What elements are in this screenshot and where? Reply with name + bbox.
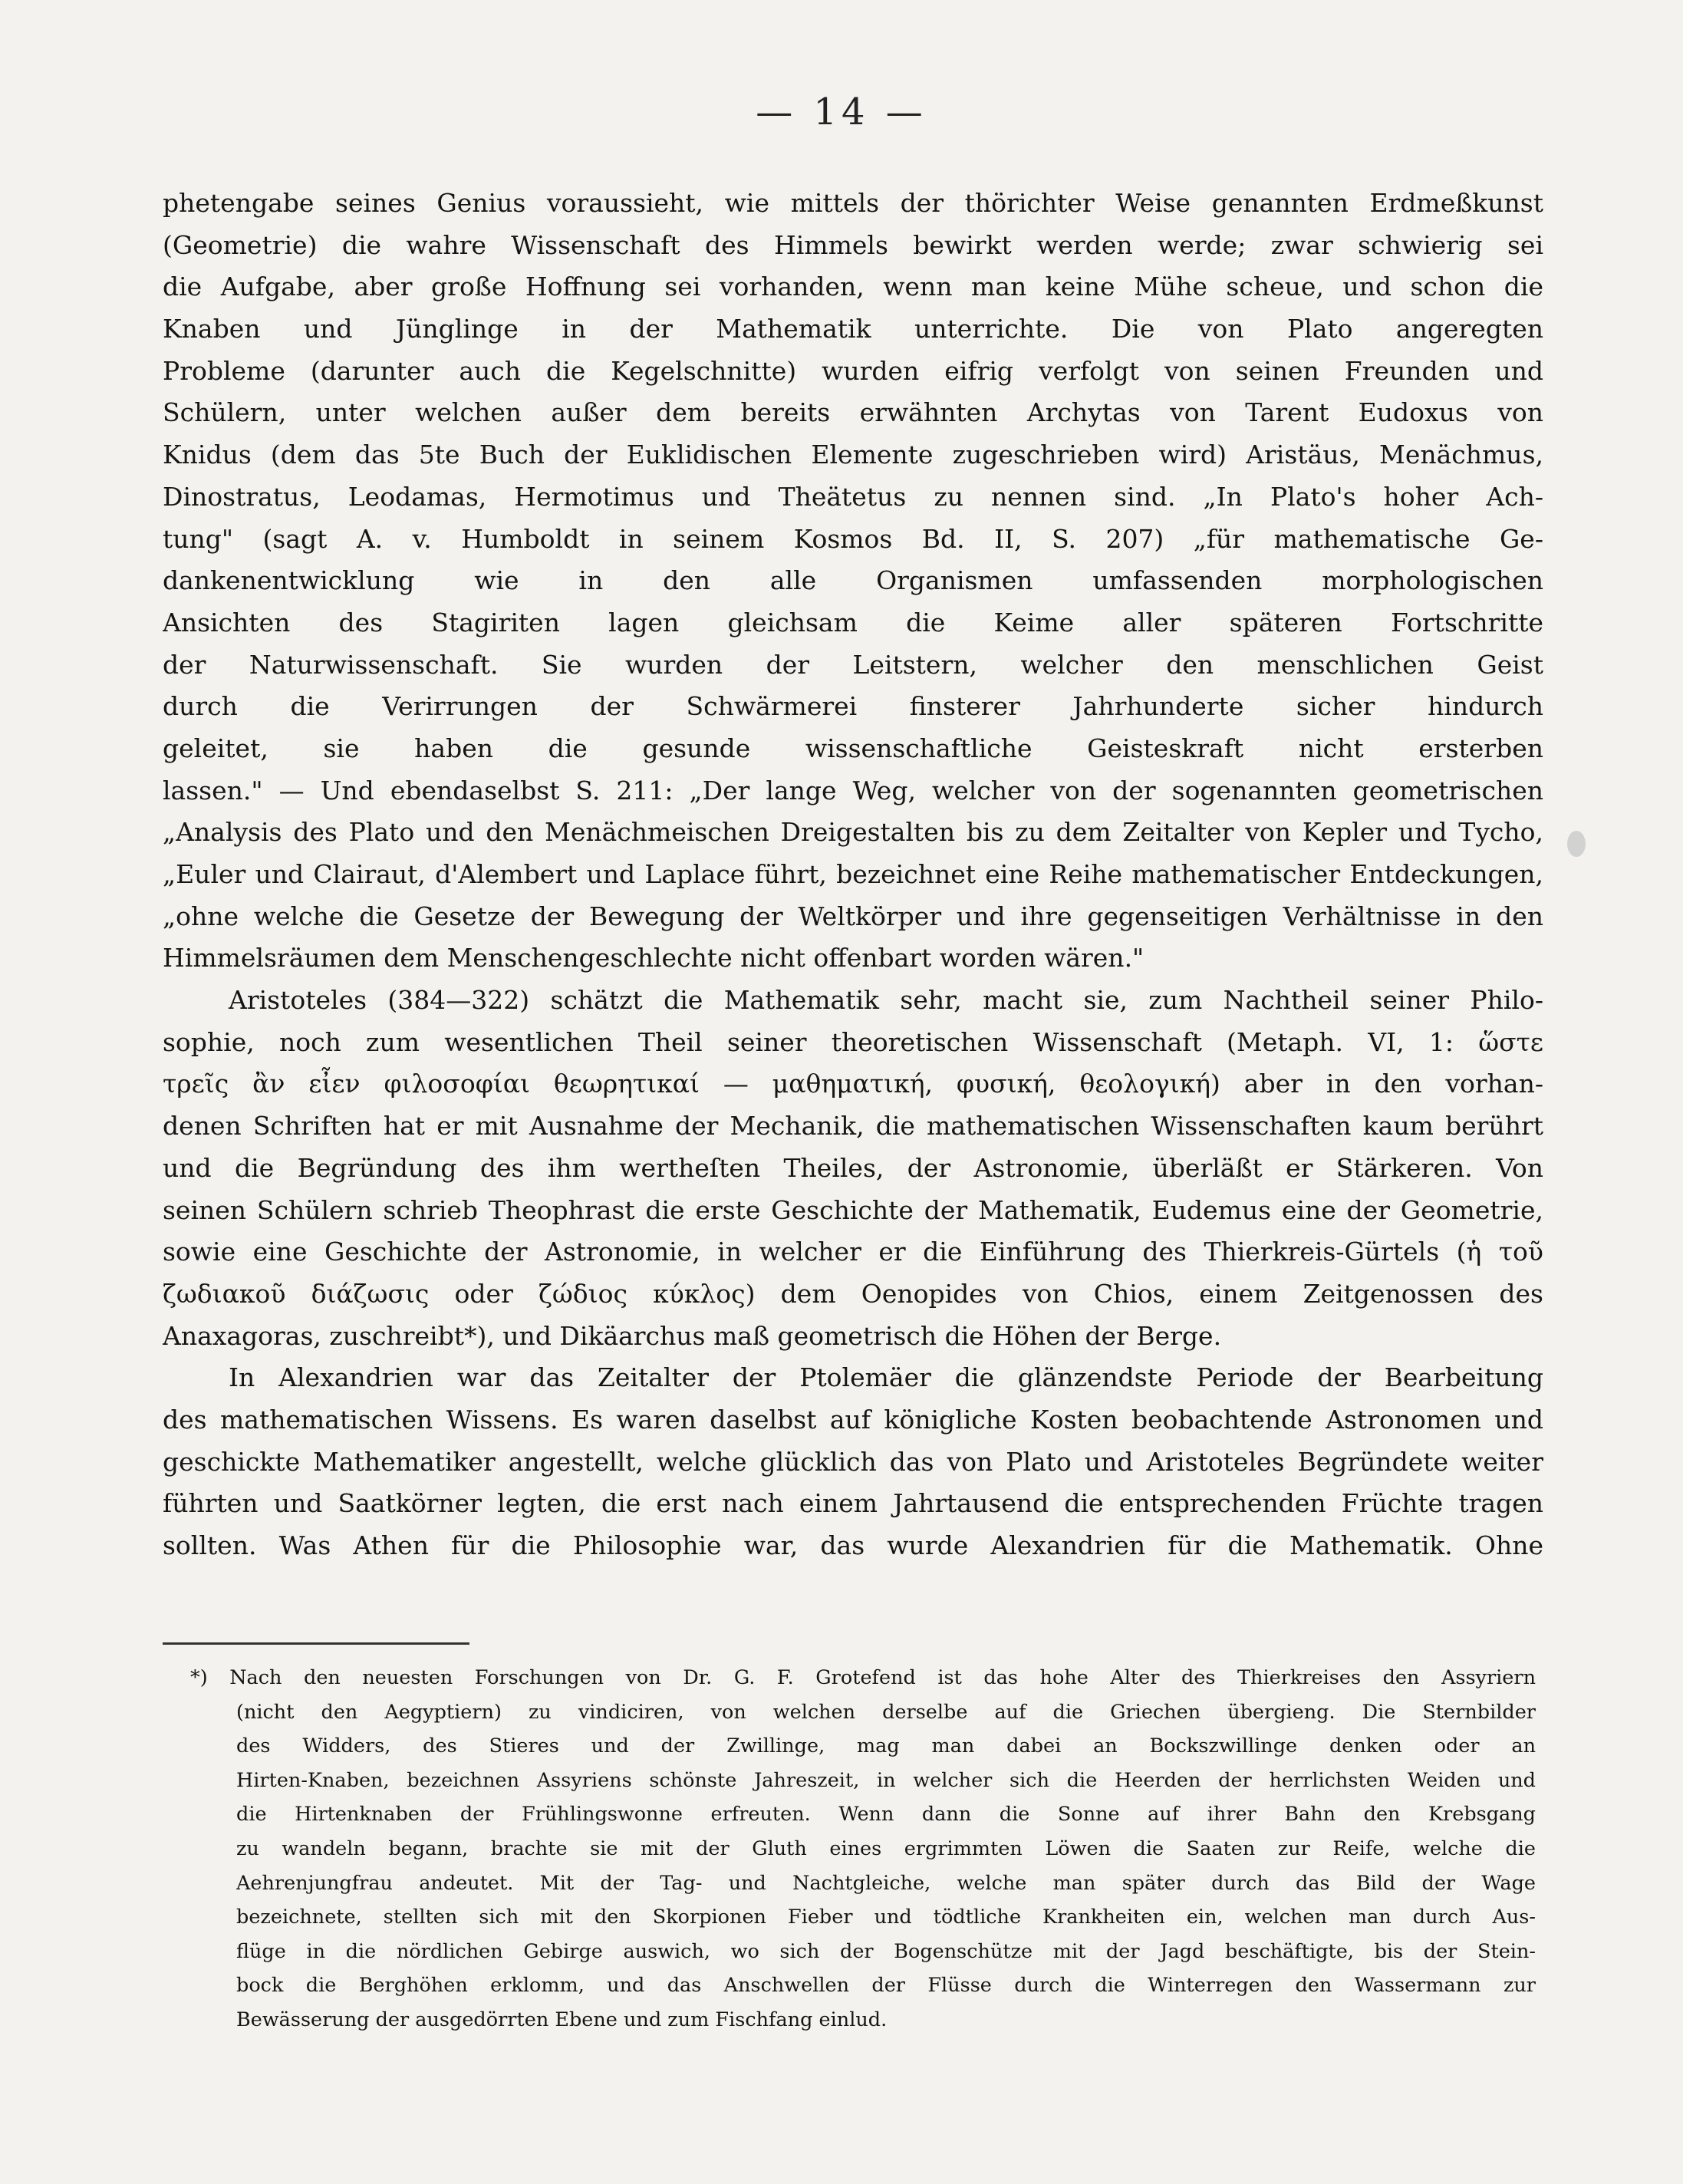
text-line: führten und Saatkörner legten, die erst nach einem Jahrtausend die entsprechenden Früchte tragen [163, 1488, 1543, 1519]
text-line: sophie, noch zum wesentlichen Theil seiner theoretischen Wissenschaft (Metaph. VI, 1: ὥστε [163, 1026, 1543, 1057]
text-line: geleitet, sie haben die gesunde wissenschaftliche Geisteskraft nicht ersterben [163, 733, 1543, 763]
text-line: Probleme (darunter auch die Kegelschnitte) wurden eifrig verfolgt von seinen Freunden und [163, 355, 1543, 386]
text-line: des mathematischen Wissens. Es waren daselbst auf königliche Kosten beobachtende Astronomen und [163, 1404, 1543, 1435]
text-line: ζωδιακοῦ διάζωσις oder ζώδιος κύκλος) dem Oenopides von Chios, einem Zeitgenossen des [163, 1278, 1543, 1309]
text-line: der Naturwissenschaft. Sie wurden der Leitstern, welcher den menschlichen Geist [163, 649, 1543, 680]
footnote-line: *) Nach den neuesten Forschungen von Dr. G. F. Grotefend ist das hohe Alter des Thierkreises den Assyriern [190, 1666, 1536, 1689]
footnote-line: bock die Berghöhen erklomm, und das Anschwellen der Flüsse durch die Winterregen den Wassermann zur [236, 1974, 1536, 1998]
text-line: Anaxagoras, zuschreibt*), und Dikäarchus maß geometrisch die Höhen der Berge. [163, 1320, 1222, 1351]
text-line: sowie eine Geschichte der Astronomie, in welcher er die Einführung des Thierkreis-Gürtels (ἡ τοῦ [163, 1237, 1543, 1267]
text-line: denen Schriften hat er mit Ausnahme der Mechanik, die mathematischen Wissenschaften kaum berührt [163, 1111, 1543, 1141]
text-line: seinen Schülern schrieb Theophrast die erste Geschichte der Mathematik, Eudemus eine der Geometrie, [163, 1194, 1543, 1225]
text-line: Ansichten des Stagiriten lagen gleichsam die Keime aller späteren Fortschritte [163, 607, 1543, 637]
footnote-line: bezeichnete, stellten sich mit den Skorpionen Fieber und tödtliche Krankheiten ein, welchen man durch Aus- [236, 1906, 1536, 1929]
text-line: „Euler und Clairaut, d'Alembert und Laplace führt, bezeichnet eine Reihe mathematischer Entdeckungen, [163, 859, 1543, 889]
text-line: geschickte Mathematiker angestellt, welche glücklich das von Plato und Aristoteles Begründete weiter [163, 1446, 1543, 1477]
paper-blemish [1567, 831, 1586, 857]
text-line: lassen." — Und ebendaselbst S. 211: „Der lange Weg, welcher von der sogenannten geometrischen [163, 775, 1543, 805]
text-line: die Aufgabe, aber große Hoffnung sei vorhanden, wenn man keine Mühe scheue, und schon die [163, 272, 1543, 302]
text-line: Dinostratus, Leodamas, Hermotimus und Theätetus zu nennen sind. „In Plato's hoher Ach- [163, 481, 1543, 512]
text-line: (Geometrie) die wahre Wissenschaft des Himmels bewirkt werden werde; zwar schwierig sei [163, 229, 1543, 260]
footnote-line: (nicht den Aegyptiern) zu vindiciren, von welchen derselbe auf die Griechen übergieng. Die Sternbilder [236, 1700, 1536, 1724]
text-line: tung" (sagt A. v. Humboldt in seinem Kosmos Bd. II, S. 207) „für mathematische Ge- [163, 523, 1543, 554]
footnote-line: flüge in die nördlichen Gebirge auswich, wo sich der Bogenschütze mit der Jagd beschäftigte, bis der Stein- [236, 1939, 1536, 1963]
text-line: sollten. Was Athen für die Philosophie war, das wurde Alexandrien für die Mathematik. Ohne [163, 1530, 1543, 1560]
footnote-line: Hirten-Knaben, bezeichnen Assyriens schönste Jahreszeit, in welcher sich die Heerden der herrlichsten Weiden und [236, 1768, 1536, 1792]
page-number: — 14 — [756, 91, 927, 133]
text-line: τρεῖς ἂν εἶεν φιλοσοφίαι θεωρητικαί — μαθηματική, φυσική, θεολογική) aber in den vorhan- [163, 1069, 1543, 1099]
footnote-divider [163, 1642, 469, 1645]
text-line: „ohne welche die Gesetze der Bewegung der Weltkörper und ihre gegenseitigen Verhältnisse in den [163, 901, 1543, 931]
footnote-line: zu wandeln begann, brachte sie mit der Gluth eines ergrimmten Löwen die Saaten zur Reife, welche die [236, 1836, 1536, 1860]
text-line: durch die Verirrungen der Schwärmerei finsterer Jahrhunderte sicher hindurch [163, 691, 1543, 722]
footnote-line: die Hirtenknaben der Frühlingswonne erfreuten. Wenn dann die Sonne auf ihrer Bahn den Krebsgang [236, 1803, 1536, 1827]
text-line: Aristoteles (384—322) schätzt die Mathematik sehr, macht sie, zum Nachtheil seiner Philo- [229, 985, 1543, 1016]
footnote-line: Bewässerung der ausgedörrten Ebene und zum Fischfang einlud. [236, 2008, 888, 2031]
text-line: In Alexandrien war das Zeitalter der Ptolemäer die glänzendste Periode der Bearbeitung [229, 1362, 1543, 1393]
text-line: Knaben und Jünglinge in der Mathematik unterrichte. Die von Plato angeregten [163, 314, 1543, 344]
text-line: Schülern, unter welchen außer dem bereits erwähnten Archytas von Tarent Eudoxus von [163, 397, 1543, 428]
text-line: „Analysis des Plato und den Menächmeischen Dreigestalten bis zu dem Zeitalter von Kepler und Tycho, [163, 817, 1543, 848]
text-line: dankenentwicklung wie in den alle Organismen umfassenden morphologischen [163, 565, 1543, 596]
footnote-line: Aehrenjungfrau andeutet. Mit der Tag- und Nachtgleiche, welche man später durch das Bild der Wage [236, 1871, 1536, 1895]
text-line: und die Begründung des ihm wertheſten Theiles, der Astronomie, überläßt er Stärkeren. Von [163, 1152, 1543, 1183]
main-text [163, 183, 1543, 1567]
footnote-line: des Widders, des Stieres und der Zwillinge, mag man dabei an Bockszwillinge denken oder an [236, 1734, 1536, 1758]
footnotes [190, 1661, 1536, 2037]
text-line: Knidus (dem das 5te Buch der Euklidischen Elemente zugeschrieben wird) Aristäus, Menächmus, [163, 440, 1543, 470]
text-line: Himmelsräumen dem Menschengeschlechte nicht offenbart worden wären." [163, 943, 1145, 973]
text-line: phetengabe seines Genius voraussieht, wie mittels der thörichter Weise genannten Erdmeßkunst [163, 188, 1543, 218]
